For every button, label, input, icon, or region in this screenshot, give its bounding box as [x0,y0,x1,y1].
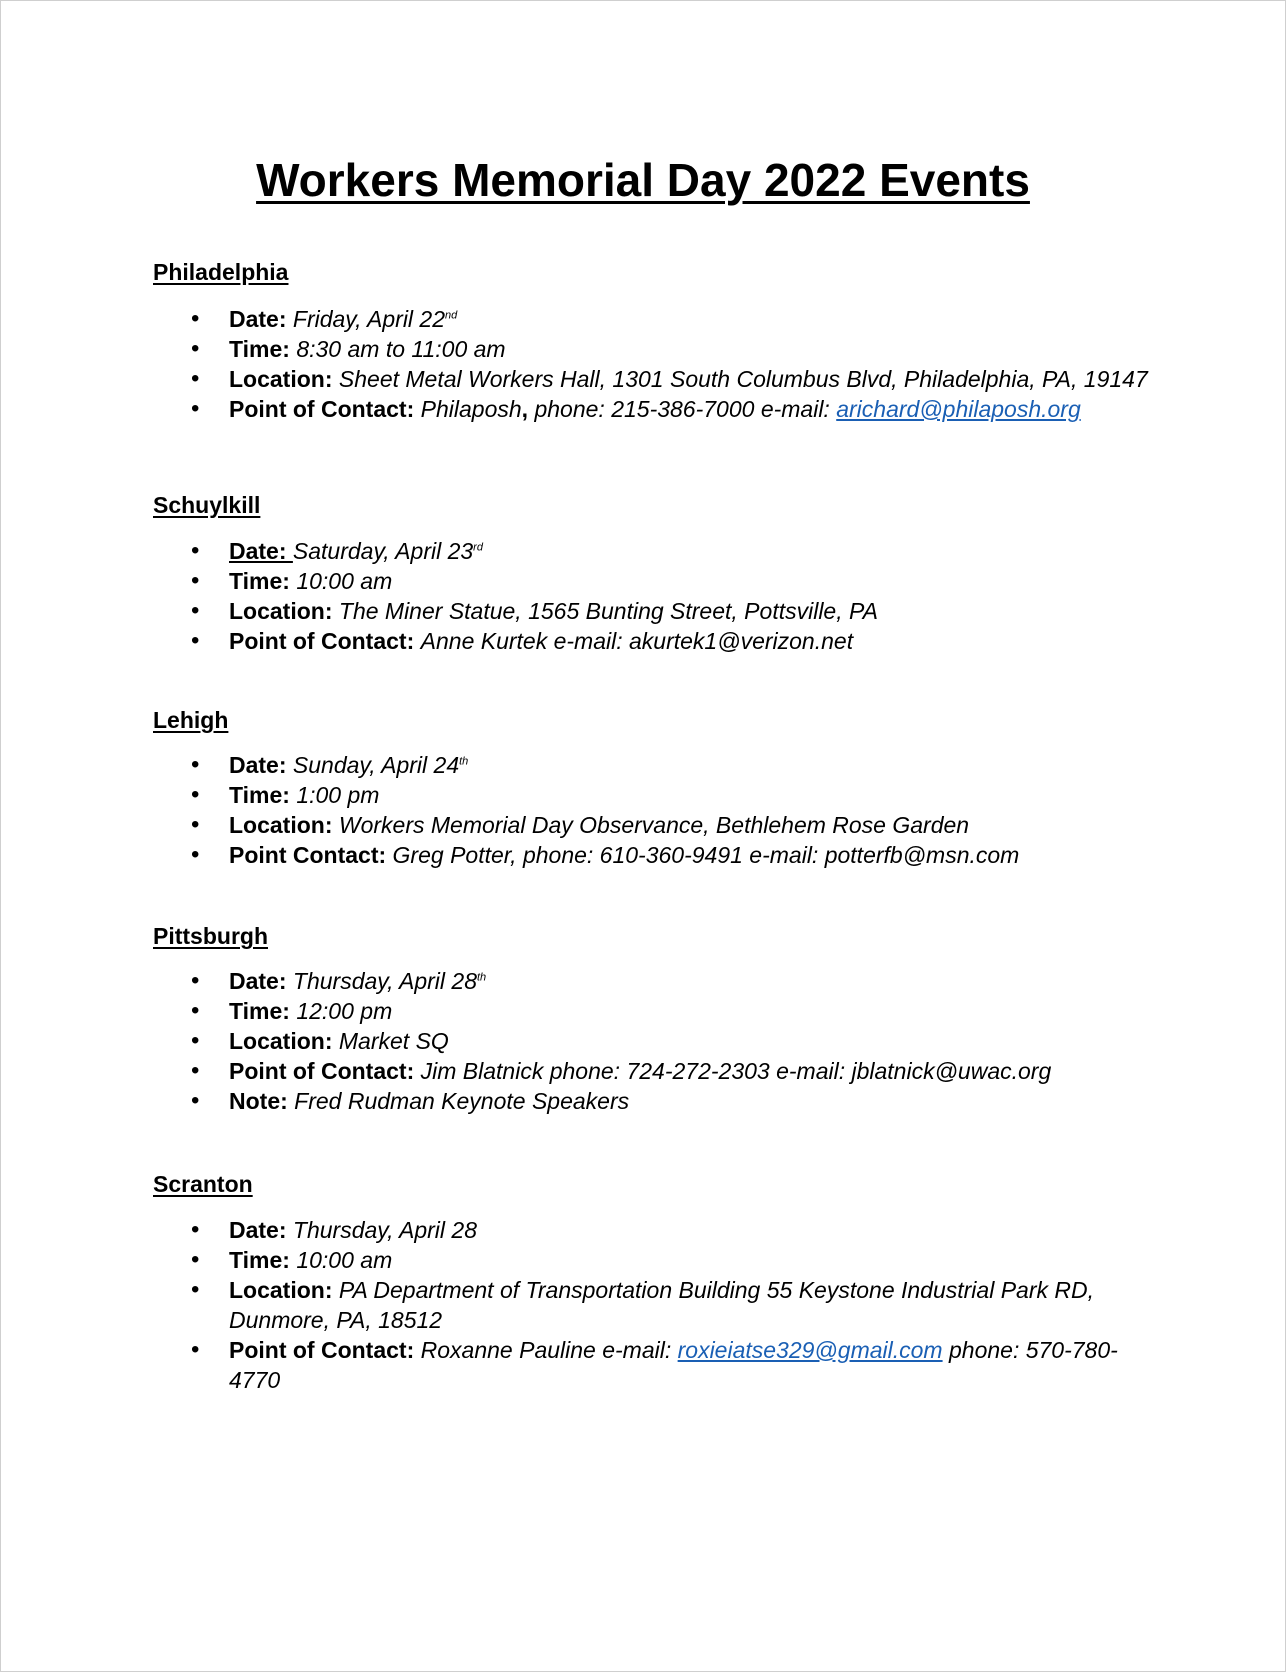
list-item-location [153,596,1153,626]
list-item-note [153,1086,1153,1116]
event-list [153,966,1153,1116]
item-value: Thursday, April 28 [292,968,477,994]
section-philadelphia [153,259,1153,424]
list-item-contact [153,1056,1153,1086]
item-value: Jim Blatnick phone: 724-272-2303 e-mail: jblatnick@uwac.org [420,1058,1052,1084]
item-value: Thursday, April 28 [292,1217,477,1243]
section-heading: Lehigh [153,707,229,733]
item-label: Point of Contact: [229,1058,415,1084]
list-item-date [153,536,1153,566]
item-label: Time: [229,336,290,362]
event-list [153,536,1153,656]
ordinal-suffix: th [477,971,487,984]
event-list [153,1215,1153,1395]
list-item-date [153,966,1153,996]
item-label: Location: [229,366,333,392]
item-label: Date: [229,306,287,332]
item-value-comma: , [521,396,535,422]
item-label: Date: [229,1217,287,1243]
item-label: Location: [229,1028,333,1054]
item-value: Market SQ [338,1028,449,1054]
email-link[interactable]: roxieiatse329@gmail.com [677,1337,943,1363]
section-lehigh [153,707,1153,870]
email-link[interactable]: arichard@philaposh.org [836,396,1081,422]
item-value: Roxanne Pauline e-mail: [420,1337,678,1363]
section-heading: Scranton [153,1171,253,1197]
item-label: Time: [229,998,290,1024]
item-label: Location: [229,1277,333,1303]
list-item-location [153,810,1153,840]
item-value-phone: phone: 215-386-7000 e-mail: [534,396,837,422]
list-item-contact [153,394,1153,424]
item-value: 10:00 am [296,1247,393,1273]
list-item-location [153,1026,1153,1056]
list-item-date [153,1215,1153,1245]
item-label: Point Contact: [229,842,387,868]
item-value: 10:00 am [296,568,393,594]
item-value: PA Department of Transportation Building 55 Keystone Industrial Park RD, Dunmore, PA, 18512 [229,1277,1095,1333]
list-item-date [153,750,1153,780]
list-item-time [153,566,1153,596]
list-item-contact [153,626,1153,656]
list-item-time [153,334,1153,364]
item-value: Friday, April 22 [292,306,446,332]
section-pittsburgh [153,923,1153,1116]
item-value: Sheet Metal Workers Hall, 1301 South Columbus Blvd, Philadelphia, PA, 19147 [338,366,1148,392]
item-label: Point of Contact: [229,1337,415,1363]
section-heading: Pittsburgh [153,923,268,949]
item-value: Saturday, April 23 [292,538,474,564]
ordinal-suffix: rd [473,541,483,554]
item-value: The Miner Statue, 1565 Bunting Street, Pottsville, PA [338,598,878,624]
item-label: Time: [229,1247,290,1273]
item-label: Date: [229,538,293,564]
event-list [153,750,1153,870]
document-title: Workers Memorial Day 2022 Events [256,154,1030,206]
item-label: Note: [229,1088,288,1114]
item-value: Sunday, April 24 [292,752,460,778]
item-value: Workers Memorial Day Observance, Bethlehem Rose Garden [338,812,970,838]
list-item-contact [153,1335,1153,1395]
item-label: Time: [229,568,290,594]
item-value: Greg Potter, phone: 610-360-9491 e-mail: potterfb@msn.com [392,842,1020,868]
item-label: Date: [229,752,287,778]
item-label: Date: [229,968,287,994]
item-value: Anne Kurtek e-mail: akurtek1@verizon.net [420,628,854,654]
item-label: Location: [229,812,333,838]
list-item-time [153,1245,1153,1275]
ordinal-suffix: th [459,755,469,768]
item-label: Time: [229,782,290,808]
list-item-time [153,996,1153,1026]
item-value: 1:00 pm [296,782,380,808]
section-heading: Schuylkill [153,492,261,518]
item-label: Location: [229,598,333,624]
item-value: 12:00 pm [296,998,393,1024]
item-value: Philaposh [420,396,522,422]
event-list [153,304,1153,424]
item-label: Point of Contact: [229,396,415,422]
section-schuylkill [153,492,1153,656]
item-value-phone: phone: 570-780-4770 [229,1337,1118,1393]
ordinal-suffix: nd [445,309,458,322]
list-item-location [153,364,1153,394]
section-heading: Philadelphia [153,259,289,285]
list-item-date [153,304,1153,334]
list-item-time [153,780,1153,810]
item-value: 8:30 am to 11:00 am [296,336,506,362]
item-label: Point of Contact: [229,628,415,654]
list-item-location [153,1275,1153,1335]
section-scranton [153,1171,1153,1395]
item-value: Fred Rudman Keynote Speakers [294,1088,630,1114]
list-item-contact [153,840,1153,870]
